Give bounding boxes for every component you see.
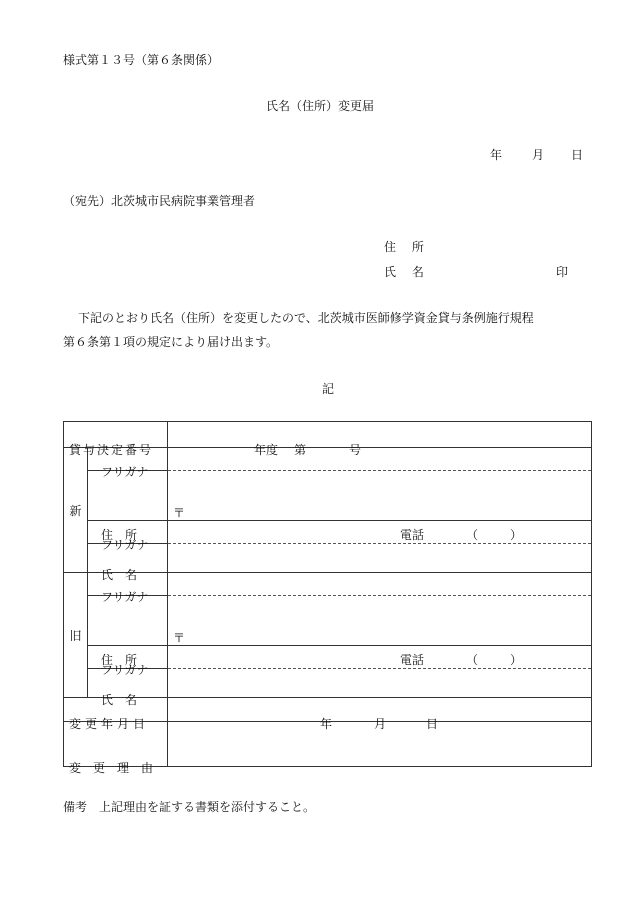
- decision-number-label-cell: [64, 422, 168, 457]
- new-name-field[interactable]: [168, 544, 592, 573]
- old-section-label: 旧: [69, 628, 82, 643]
- new-name-furigana-label: フリガナ: [101, 538, 149, 552]
- dai-label: 第: [294, 442, 307, 457]
- change-date-year-label: 年: [320, 716, 333, 731]
- new-name-label: 氏 名: [101, 568, 138, 582]
- old-phone-label: 電話: [400, 652, 425, 667]
- old-name-field[interactable]: [168, 669, 592, 698]
- old-name-label: 氏 名: [101, 693, 138, 707]
- new-address-label: 住 所: [101, 527, 138, 542]
- decision-number-row: [64, 422, 592, 448]
- new-address-furigana-label: フリガナ: [101, 465, 149, 479]
- new-phone-paren-close: ）: [510, 527, 523, 542]
- document-title: 氏名（住所）変更届: [266, 99, 375, 113]
- decision-number-value-cell[interactable]: [168, 422, 592, 457]
- old-address-label: 住 所: [101, 652, 138, 667]
- new-section-label: 新: [69, 503, 82, 518]
- change-date-row: [64, 698, 592, 722]
- form-number: 様式第１３号（第６条関係）: [63, 53, 220, 67]
- change-date-field[interactable]: [168, 698, 592, 731]
- new-phone-label: 電話: [400, 527, 425, 542]
- note: 備考 上記理由を証する書類を添付すること。: [63, 800, 316, 814]
- change-date-day-label: 日: [426, 716, 439, 731]
- body-text-line2: 第６条第１項の規定により届け出ます。: [63, 335, 279, 349]
- old-section-cell: [64, 573, 88, 698]
- old-name-furigana-label: フリガナ: [101, 663, 149, 677]
- old-phone-paren-open: （: [466, 652, 479, 667]
- decision-number-label: 貸与決定番号: [69, 442, 154, 457]
- ki-heading: 記: [322, 382, 335, 396]
- old-phone-paren-close: ）: [510, 652, 523, 667]
- body-text-line1: 下記のとおり氏名（住所）を変更したので、北茨城市医師修学資金貸与条例施行規程: [78, 311, 534, 325]
- change-reason-label: 変更理由: [69, 761, 166, 775]
- date-year-label: 年: [490, 148, 503, 162]
- change-date-month-label: 月: [374, 716, 387, 731]
- seal-mark: 印: [556, 265, 569, 279]
- old-address-furigana-row: [64, 573, 592, 596]
- date-day-label: 日: [571, 148, 584, 162]
- new-phone-paren-open: （: [466, 527, 479, 542]
- change-form-table: [63, 421, 592, 775]
- new-section-cell: [64, 448, 88, 573]
- old-address-furigana-label: フリガナ: [101, 590, 149, 604]
- old-name-furigana-field[interactable]: [168, 646, 592, 669]
- old-postal-mark: 〒: [173, 630, 186, 645]
- applicant-name-label: 氏 名: [384, 265, 430, 279]
- old-address-field[interactable]: [168, 596, 592, 667]
- old-address-furigana-field[interactable]: [168, 573, 592, 596]
- gou-label: 号: [349, 442, 362, 457]
- applicant-address-label: 住 所: [384, 240, 430, 254]
- fiscal-year-label: 年度: [254, 442, 279, 457]
- new-name-furigana-field[interactable]: [168, 521, 592, 544]
- new-address-furigana-field[interactable]: [168, 448, 592, 471]
- change-date-label: 変更年月日: [69, 716, 150, 731]
- date-month-label: 月: [532, 148, 545, 162]
- new-address-field[interactable]: [168, 471, 592, 542]
- addressee: （宛先）北茨城市民病院事業管理者: [63, 194, 256, 208]
- new-postal-mark: 〒: [173, 505, 186, 520]
